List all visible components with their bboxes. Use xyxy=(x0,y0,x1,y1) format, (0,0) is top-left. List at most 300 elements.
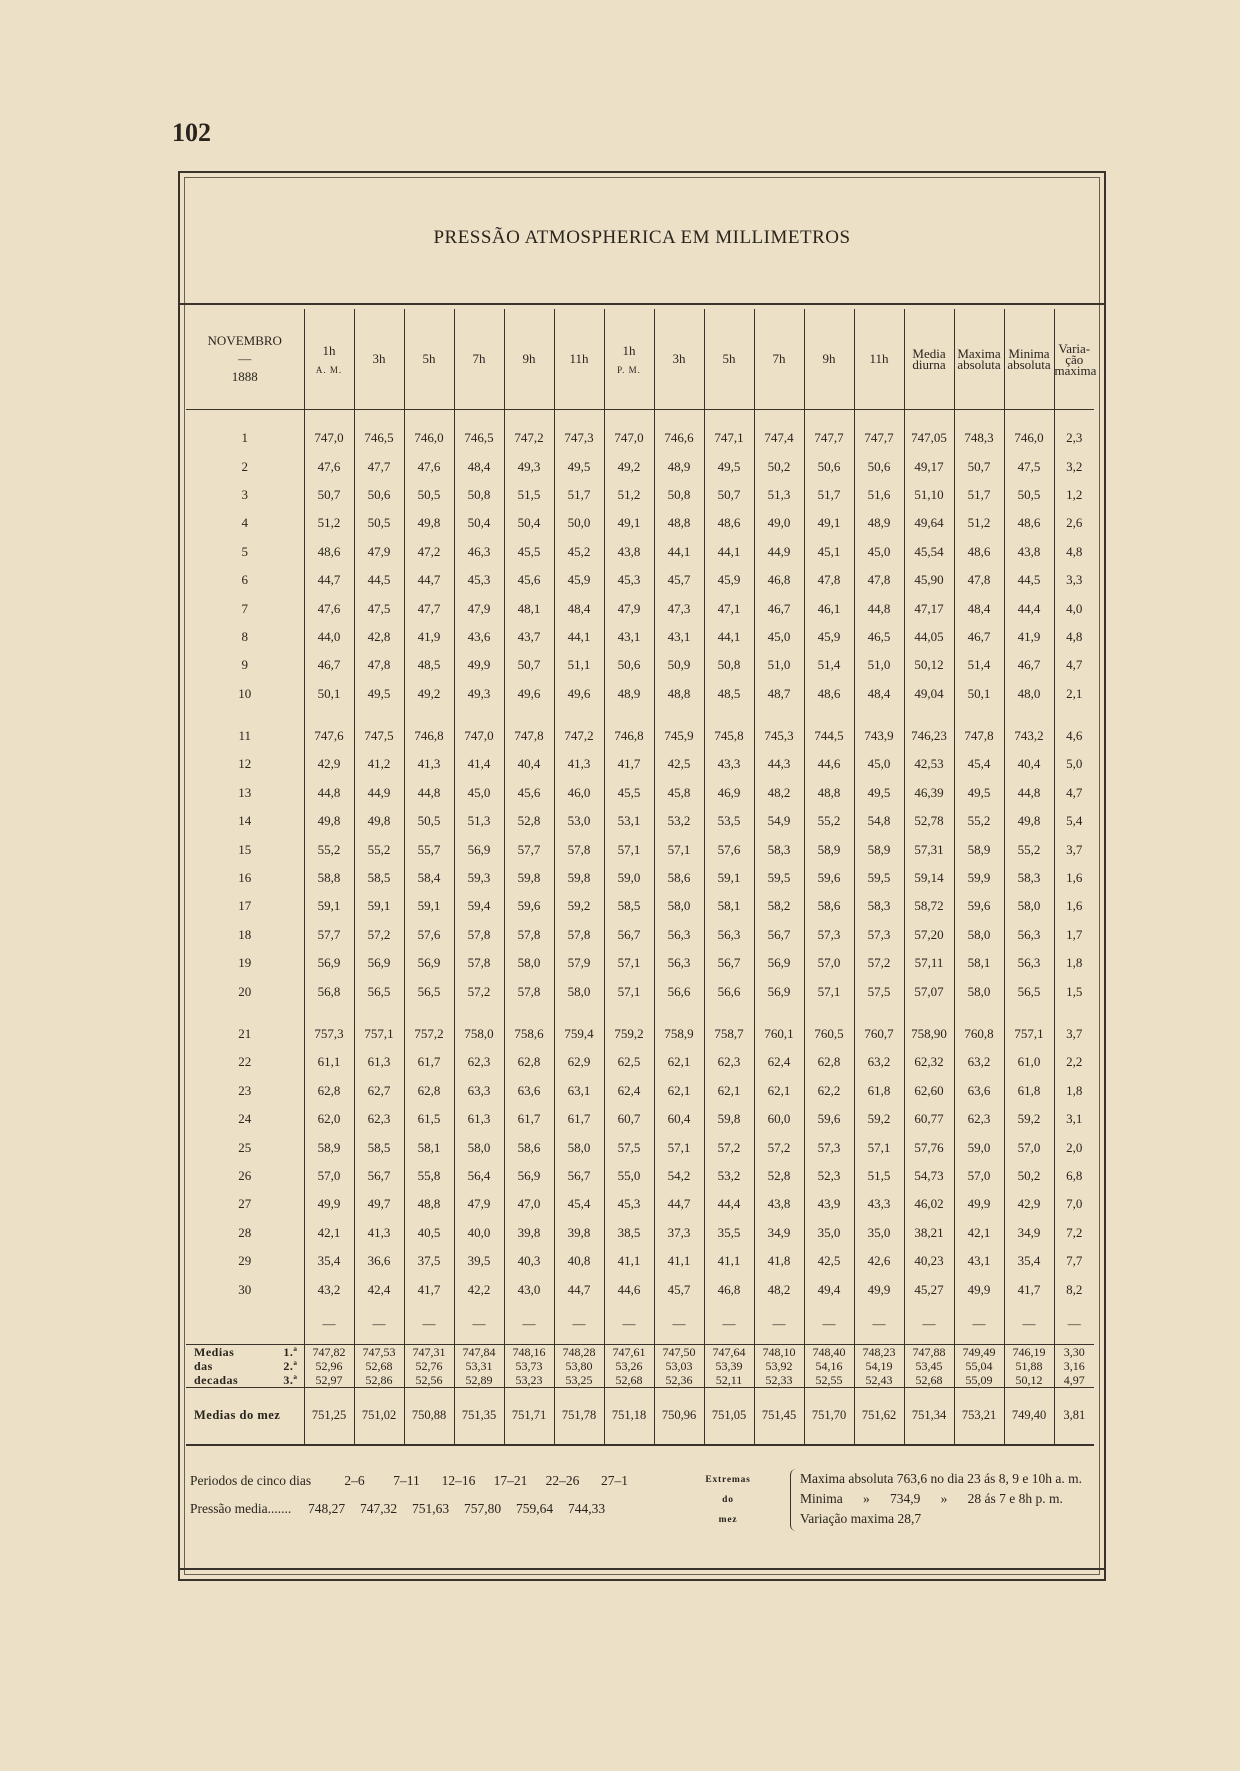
spacer-cell xyxy=(554,708,604,722)
table-cell: 59,1 xyxy=(704,864,754,892)
decada-value: 52,43 xyxy=(865,1372,893,1387)
spacer-cell xyxy=(504,410,554,425)
dash-cell: — xyxy=(454,1304,504,1345)
table-cell: 45,0 xyxy=(454,779,504,807)
hour-label: 1h xyxy=(622,343,636,358)
table-cell: 50,5 xyxy=(404,807,454,835)
table-cell: 49,8 xyxy=(1004,807,1054,835)
table-cell: 745,8 xyxy=(704,722,754,750)
table-cell: 59,0 xyxy=(604,864,654,892)
table-cell: 42,9 xyxy=(304,750,354,778)
table-cell: 44,05 xyxy=(904,623,954,651)
table-cell: 57,07 xyxy=(904,977,954,1005)
table-cell: 757,1 xyxy=(1004,1020,1054,1048)
decada-value: 747,82 xyxy=(312,1344,346,1359)
table-cell: 40,0 xyxy=(454,1219,504,1247)
spacer-cell xyxy=(354,410,404,425)
table-row xyxy=(186,452,1094,480)
table-cell: 59,8 xyxy=(504,864,554,892)
decada-value: 52,55 xyxy=(815,1372,843,1387)
pressao-media-value: 748,27 xyxy=(308,1501,346,1516)
extremas-minima: Minima » 734,9 » 28 ás 7 e 8h p. m. xyxy=(800,1491,1063,1506)
row-label: 29 xyxy=(186,1247,304,1275)
table-cell: 746,0 xyxy=(1004,424,1054,452)
decada-cell xyxy=(904,1344,954,1387)
table-cell: 50,12 xyxy=(904,651,954,679)
spacer-cell xyxy=(954,1006,1004,1020)
table-cell: 58,6 xyxy=(654,864,704,892)
table-cell: 3,7 xyxy=(1066,841,1083,857)
table-cell: 49,9 xyxy=(954,1190,1004,1218)
table-cell: 42,5 xyxy=(804,1247,854,1275)
table-cell: 44,1 xyxy=(654,538,704,566)
table-cell: 57,8 xyxy=(504,921,554,949)
table-cell: 54,9 xyxy=(754,807,804,835)
table-cell: 42,8 xyxy=(354,623,404,651)
decada-value: 51,88 xyxy=(1015,1358,1043,1373)
row-label: 6 xyxy=(186,566,304,594)
decada-value: 52,11 xyxy=(715,1372,743,1387)
table-cell: 46,7 xyxy=(954,623,1004,651)
extremas-variacao: Variação maxima 28,7 xyxy=(800,1511,922,1526)
table-cell: 62,1 xyxy=(654,1048,704,1076)
table-cell: 51,6 xyxy=(854,481,904,509)
table-cell: 47,9 xyxy=(454,594,504,622)
table-cell: 62,1 xyxy=(754,1077,804,1105)
media-diurna-header: Media diurna xyxy=(904,309,954,410)
dash-cell: — xyxy=(404,1304,454,1345)
table-cell: 49,1 xyxy=(604,509,654,537)
table-cell: 41,1 xyxy=(604,1247,654,1275)
spacer-cell xyxy=(854,410,904,425)
table-cell: 49,4 xyxy=(804,1275,854,1303)
table-cell: 48,6 xyxy=(704,509,754,537)
hour-label: 3h xyxy=(372,351,386,366)
hour-header-3 xyxy=(454,309,504,410)
table-cell: 51,3 xyxy=(454,807,504,835)
table-cell: 48,6 xyxy=(304,538,354,566)
decada-value: 52,89 xyxy=(465,1372,493,1387)
table-cell: 44,8 xyxy=(1004,779,1054,807)
table-cell: 48,2 xyxy=(754,779,804,807)
decada-cell xyxy=(754,1344,804,1387)
table-cell: 50,9 xyxy=(654,651,704,679)
table-cell: 45,5 xyxy=(604,779,654,807)
medias-mez-row xyxy=(186,1387,1094,1445)
table-cell: 58,0 xyxy=(554,977,604,1005)
table-cell: 758,9 xyxy=(654,1020,704,1048)
table-cell: 41,4 xyxy=(454,750,504,778)
medias-mez-cell: 751,71 xyxy=(504,1387,554,1445)
table-cell: 54,2 xyxy=(654,1162,704,1190)
table-cell: 58,9 xyxy=(804,835,854,863)
table-cell: 745,9 xyxy=(654,722,704,750)
table-cell: 49,64 xyxy=(904,509,954,537)
table-cell: 58,0 xyxy=(1004,892,1054,920)
table-cell: 747,05 xyxy=(904,424,954,452)
table-cell: 57,20 xyxy=(904,921,954,949)
row-label: 17 xyxy=(186,892,304,920)
row-label: 14 xyxy=(186,807,304,835)
spacer-cell xyxy=(504,708,554,722)
table-cell: 44,8 xyxy=(854,594,904,622)
table-cell: 41,7 xyxy=(1004,1275,1054,1303)
spacer-cell xyxy=(554,410,604,425)
table-cell: 45,6 xyxy=(504,566,554,594)
table-cell: 54,8 xyxy=(854,807,904,835)
hour-header-8 xyxy=(704,309,754,410)
table-cell: 46,39 xyxy=(904,779,954,807)
spacer-cell xyxy=(854,708,904,722)
decada-cell xyxy=(604,1344,654,1387)
decada-value: 749,49 xyxy=(962,1344,996,1359)
table-cell: 47,8 xyxy=(954,566,1004,594)
table-cell: 59,8 xyxy=(554,864,604,892)
table-cell: 48,2 xyxy=(754,1275,804,1303)
table-cell: 42,53 xyxy=(904,750,954,778)
table-cell: 40,3 xyxy=(504,1247,554,1275)
row-label: 16 xyxy=(186,864,304,892)
pm-label: P. M. xyxy=(617,365,641,375)
table-cell: 2,3 xyxy=(1066,430,1083,446)
table-cell: 59,3 xyxy=(454,864,504,892)
table-cell: 746,5 xyxy=(454,424,504,452)
table-cell: 40,8 xyxy=(554,1247,604,1275)
table-cell: 42,4 xyxy=(354,1275,404,1303)
table-cell: 45,1 xyxy=(804,538,854,566)
table-cell: 48,7 xyxy=(754,680,804,708)
table-cell: 42,5 xyxy=(654,750,704,778)
table-row xyxy=(186,864,1094,892)
table-cell: 48,4 xyxy=(954,594,1004,622)
decada-value: 52,68 xyxy=(915,1372,943,1387)
table-cell: 59,5 xyxy=(754,864,804,892)
table-cell: 62,8 xyxy=(404,1077,454,1105)
table-cell: 56,9 xyxy=(404,949,454,977)
table-row xyxy=(186,750,1094,778)
table-cell: 3,2 xyxy=(1066,458,1083,474)
table-cell: 47,9 xyxy=(454,1190,504,1218)
row-label: 11 xyxy=(186,722,304,750)
table-row xyxy=(186,1020,1094,1048)
table-cell: 747,7 xyxy=(804,424,854,452)
table-cell: 38,5 xyxy=(604,1219,654,1247)
table-cell: 58,0 xyxy=(654,892,704,920)
decada-cell xyxy=(1054,1344,1094,1387)
decada-value: 55,09 xyxy=(965,1372,993,1387)
table-row xyxy=(186,566,1094,594)
hour-header-10 xyxy=(804,309,854,410)
table-cell: 47,7 xyxy=(354,452,404,480)
table-cell: 56,5 xyxy=(1004,977,1054,1005)
decada-word: Medias xyxy=(194,1344,235,1359)
table-cell: 41,2 xyxy=(354,750,404,778)
row-label: 3 xyxy=(186,481,304,509)
table-cell: 2,1 xyxy=(1066,685,1083,701)
table-cell: 46,5 xyxy=(854,623,904,651)
table-row xyxy=(186,594,1094,622)
table-cell: 48,9 xyxy=(604,680,654,708)
dash-cell: — xyxy=(604,1304,654,1345)
table-cell: 45,5 xyxy=(504,538,554,566)
table-cell: 46,9 xyxy=(704,779,754,807)
table-cell: 746,6 xyxy=(654,424,704,452)
dash-cell: — xyxy=(704,1304,754,1345)
table-cell: 42,1 xyxy=(954,1219,1004,1247)
decada-value: 52,68 xyxy=(365,1358,393,1373)
table-cell: 57,6 xyxy=(404,921,454,949)
table-cell: 57,0 xyxy=(304,1162,354,1190)
table-cell: 58,9 xyxy=(304,1133,354,1161)
table-cell: 57,1 xyxy=(654,835,704,863)
table-cell: 1,6 xyxy=(1066,898,1083,914)
table-cell: 34,9 xyxy=(1004,1219,1054,1247)
table-cell: 49,5 xyxy=(954,779,1004,807)
table-row xyxy=(186,949,1094,977)
spacer-cell xyxy=(404,1006,454,1020)
table-cell: 58,0 xyxy=(454,1133,504,1161)
table-cell: 49,3 xyxy=(504,452,554,480)
spacer-cell xyxy=(754,410,804,425)
medias-mez-cell: 750,88 xyxy=(404,1387,454,1445)
table-cell: 57,2 xyxy=(754,1133,804,1161)
table-cell: 42,1 xyxy=(304,1219,354,1247)
table-row xyxy=(186,1077,1094,1105)
periodos-row xyxy=(190,1473,640,1489)
row-label: 20 xyxy=(186,977,304,1005)
table-cell: 50,0 xyxy=(554,509,604,537)
table-cell: 51,0 xyxy=(854,651,904,679)
table-cell: 8,2 xyxy=(1066,1281,1083,1297)
table-cell: 44,5 xyxy=(354,566,404,594)
table-cell: 43,1 xyxy=(654,623,704,651)
month-dash: — xyxy=(238,351,252,366)
table-cell: 62,1 xyxy=(654,1077,704,1105)
spacer-cell xyxy=(754,1006,804,1020)
table-cell: 57,31 xyxy=(904,835,954,863)
pressao-media-value: 751,63 xyxy=(412,1501,450,1516)
table-cell: 46,7 xyxy=(754,594,804,622)
decada-ordinal: 3.ª xyxy=(283,1372,298,1387)
table-row xyxy=(186,892,1094,920)
table-frame xyxy=(178,171,1106,1581)
table-cell: 43,8 xyxy=(1004,538,1054,566)
decada-value: 53,23 xyxy=(515,1372,543,1387)
extremas-maxima: Maxima absoluta 763,6 no dia 23 ás 8, 9 e 10h a. m. xyxy=(800,1471,1082,1486)
table-cell: 47,9 xyxy=(354,538,404,566)
spacer-cell xyxy=(704,1006,754,1020)
decada-value: 54,19 xyxy=(865,1358,893,1373)
table-cell: 57,1 xyxy=(854,1133,904,1161)
row-label: 30 xyxy=(186,1275,304,1303)
medias-mez-cell: 751,25 xyxy=(304,1387,354,1445)
table-cell: 60,77 xyxy=(904,1105,954,1133)
year-label: 1888 xyxy=(231,369,258,384)
table-cell: 4,8 xyxy=(1066,628,1083,644)
decada-word: das xyxy=(194,1358,213,1373)
table-cell: 51,1 xyxy=(554,651,604,679)
table-row xyxy=(186,1247,1094,1275)
table-cell: 50,1 xyxy=(304,680,354,708)
table-cell: 55,2 xyxy=(954,807,1004,835)
decada-ordinal: 2.ª xyxy=(283,1358,298,1373)
decada-cell xyxy=(554,1344,604,1387)
table-cell: 45,8 xyxy=(654,779,704,807)
table-cell: 34,9 xyxy=(754,1219,804,1247)
table-cell: 747,7 xyxy=(854,424,904,452)
spacer-cell xyxy=(186,708,304,722)
row-label: 5 xyxy=(186,538,304,566)
table-cell: 46,7 xyxy=(304,651,354,679)
spacer-cell xyxy=(604,708,654,722)
table-cell: 45,7 xyxy=(654,566,704,594)
table-cell: 63,6 xyxy=(954,1077,1004,1105)
decada-value: 53,26 xyxy=(615,1358,643,1373)
table-cell: 43,3 xyxy=(854,1190,904,1218)
dash-cell: — xyxy=(754,1304,804,1345)
table-cell: 45,90 xyxy=(904,566,954,594)
table-cell: 757,1 xyxy=(354,1020,404,1048)
spacer-cell xyxy=(1054,1006,1094,1020)
table-cell: 56,7 xyxy=(354,1162,404,1190)
table-cell: 54,73 xyxy=(904,1162,954,1190)
table-cell: 63,2 xyxy=(854,1048,904,1076)
table-cell: 49,8 xyxy=(404,509,454,537)
table-cell: 747,1 xyxy=(704,424,754,452)
decada-cell xyxy=(354,1344,404,1387)
table-cell: 62,8 xyxy=(304,1077,354,1105)
table-cell: 759,4 xyxy=(554,1020,604,1048)
table-cell: 62,3 xyxy=(354,1105,404,1133)
decada-value: 747,61 xyxy=(612,1344,646,1359)
spacer-cell xyxy=(504,1006,554,1020)
table-cell: 62,5 xyxy=(604,1048,654,1076)
table-cell: 51,5 xyxy=(504,481,554,509)
table-cell: 56,7 xyxy=(704,949,754,977)
table-cell: 45,2 xyxy=(554,538,604,566)
table-cell: 57,1 xyxy=(654,1133,704,1161)
spacer-cell xyxy=(404,708,454,722)
table-cell: 63,6 xyxy=(504,1077,554,1105)
table-cell: 62,3 xyxy=(954,1105,1004,1133)
table-cell: 760,1 xyxy=(754,1020,804,1048)
table-cell: 38,21 xyxy=(904,1219,954,1247)
table-cell: 51,2 xyxy=(954,509,1004,537)
table-cell: 45,3 xyxy=(604,566,654,594)
dash-row xyxy=(186,1304,1094,1345)
table-cell: 58,6 xyxy=(504,1133,554,1161)
hour-header-4 xyxy=(504,309,554,410)
table-cell: 50,4 xyxy=(504,509,554,537)
periodo-range: 7–11 xyxy=(393,1473,420,1488)
table-cell: 758,7 xyxy=(704,1020,754,1048)
table-cell: 62,60 xyxy=(904,1077,954,1105)
table-cell: 747,8 xyxy=(504,722,554,750)
table-cell: 50,6 xyxy=(354,481,404,509)
row-label: 1 xyxy=(186,424,304,452)
table-cell: 35,0 xyxy=(804,1219,854,1247)
table-cell: 48,0 xyxy=(1004,680,1054,708)
table-cell: 48,5 xyxy=(404,651,454,679)
hour-header-0 xyxy=(304,309,354,410)
table-cell: 7,0 xyxy=(1066,1196,1083,1212)
table-cell: 48,8 xyxy=(804,779,854,807)
table-row xyxy=(186,481,1094,509)
table-cell: 43,1 xyxy=(604,623,654,651)
table-cell: 48,9 xyxy=(654,452,704,480)
table-cell: 50,5 xyxy=(1004,481,1054,509)
table-cell: 62,7 xyxy=(354,1077,404,1105)
decada-value: 3,30 xyxy=(1063,1344,1085,1359)
table-cell: 43,1 xyxy=(954,1247,1004,1275)
table-cell: 49,8 xyxy=(304,807,354,835)
table-cell: 56,5 xyxy=(354,977,404,1005)
table-cell: 57,1 xyxy=(604,835,654,863)
pressao-media-row xyxy=(190,1501,613,1517)
spacer-cell xyxy=(354,708,404,722)
table-row xyxy=(186,977,1094,1005)
table-cell: 47,8 xyxy=(354,651,404,679)
decada-value: 55,04 xyxy=(965,1358,993,1373)
table-cell: 746,8 xyxy=(604,722,654,750)
table-cell: 4,7 xyxy=(1066,657,1083,673)
table-cell: 55,2 xyxy=(304,835,354,863)
decada-value: 53,03 xyxy=(665,1358,693,1373)
decada-cell xyxy=(504,1344,554,1387)
table-cell: 47,5 xyxy=(354,594,404,622)
medias-mez-cell: 751,35 xyxy=(454,1387,504,1445)
table-cell: 746,0 xyxy=(404,424,454,452)
table-row xyxy=(186,1133,1094,1161)
table-cell: 56,7 xyxy=(604,921,654,949)
table-cell: 63,2 xyxy=(954,1048,1004,1076)
table-cell: 48,9 xyxy=(854,509,904,537)
row-label: 22 xyxy=(186,1048,304,1076)
pressure-table xyxy=(186,309,1097,1446)
spacer-cell xyxy=(304,708,354,722)
spacer-cell xyxy=(654,708,704,722)
title-rule xyxy=(180,303,1104,305)
table-row xyxy=(186,921,1094,949)
table-row xyxy=(186,538,1094,566)
table-cell: 51,7 xyxy=(554,481,604,509)
decada-value: 747,88 xyxy=(912,1344,946,1359)
periodo-range: 17–21 xyxy=(493,1473,528,1488)
table-cell: 53,2 xyxy=(704,1162,754,1190)
table-cell: 50,4 xyxy=(454,509,504,537)
decada-value: 52,33 xyxy=(765,1372,793,1387)
table-cell: 57,9 xyxy=(554,949,604,977)
table-cell: 58,5 xyxy=(604,892,654,920)
medias-decadas-label xyxy=(186,1344,304,1387)
hour-header-11 xyxy=(854,309,904,410)
table-cell: 52,78 xyxy=(904,807,954,835)
month-header xyxy=(186,309,304,410)
spacer-cell xyxy=(1004,410,1054,425)
table-row xyxy=(186,1048,1094,1076)
table-cell: 39,8 xyxy=(554,1219,604,1247)
table-cell: 57,6 xyxy=(704,835,754,863)
periodo-range: 22–26 xyxy=(545,1473,580,1488)
periodo-range: 2–6 xyxy=(344,1473,365,1488)
decada-value: 52,86 xyxy=(365,1372,393,1387)
table-cell: 62,4 xyxy=(604,1077,654,1105)
decada-value: 52,76 xyxy=(415,1358,443,1373)
medias-mez-cell: 753,21 xyxy=(954,1387,1004,1445)
table-cell: 62,3 xyxy=(704,1048,754,1076)
month-label: NOVEMBRO xyxy=(207,333,282,348)
table-cell: 49,8 xyxy=(354,807,404,835)
